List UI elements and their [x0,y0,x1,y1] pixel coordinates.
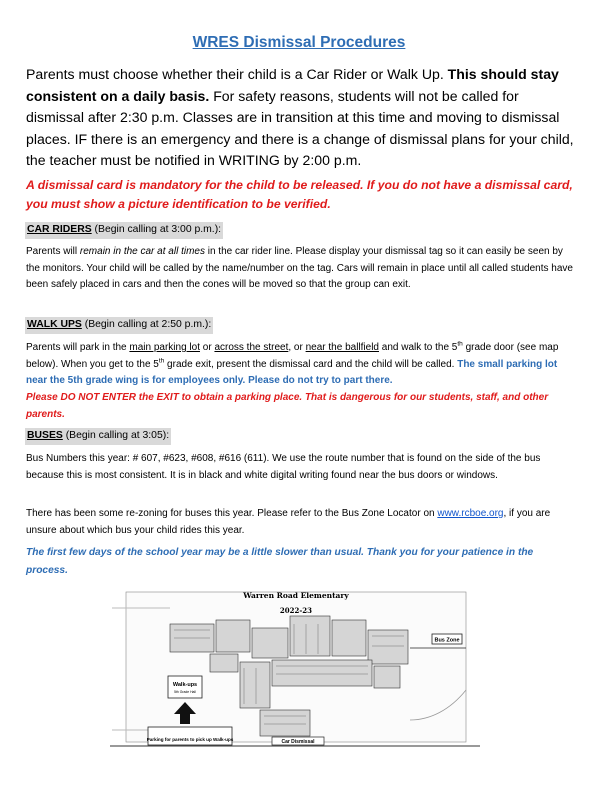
closing-note: The first few days of the school year may be a little slower than usual. Thank you for your patience in the process. [26,547,534,576]
walk-ups-text: grade exit, present the dismissal card and the child will be called. [164,358,458,370]
walk-ups-paragraph [26,340,574,424]
parking-label: Parking for parents to pick up Walk-ups [146,737,234,742]
walk-ups-heading-label: WALK UPS [27,319,82,330]
walk-ups-heading-note: (Begin calling at 2:50 p.m.): [81,319,212,330]
car-riders-italic-text: remain in the car at all times [79,246,205,257]
car-riders-heading [25,222,223,239]
campus-map [110,590,482,750]
car-riders-paragraph [26,244,574,294]
buses-heading-note: (Begin calling at 3:05): [62,430,170,441]
superscript-th: th [158,357,165,365]
walk-ups-text: or [199,342,215,353]
map-title: Warren Road Elementary [243,591,349,600]
buses-heading [25,428,171,445]
intro-paragraph [26,64,576,172]
car-riders-text-b: in the car rider line. Please display your dismissal tag so it can easily be seen by the monitors. Your child will be called by the name/number on the tag. Cars will remain in place until all called students have been safely placed in cars and then the cones will be moved so that the group can exit. [26,246,573,291]
walk-ups-heading [25,317,213,334]
walk-ups-label: Walk-ups [172,682,198,688]
walk-ups-text: grade door (see map below). When you get to the 5 [26,342,559,370]
walk-ups-text: and walk to the 5 [378,342,458,353]
walk-ups-sublabel: 5th Grade Hall [174,690,196,694]
car-riders-heading-note: (Begin calling at 3:00 p.m.): [91,224,222,235]
car-riders-text-a: Parents will [26,246,80,257]
bus-zone-paragraph [26,506,574,539]
bus-zone-text-b: , if you are unsure about which bus your child rides this year. [26,508,551,536]
near-the-ballfield-text: near the ballfield [305,342,379,353]
rcboe-link[interactable]: www.rcboe.org [437,508,504,519]
bus-zone-label: Bus Zone [434,637,460,644]
superscript-th: th [457,340,463,348]
dismissal-card-warning: A dismissal card is mandatory for the child to be released. If you do not have a dismissal card, you must show a picture identification to be verified. [26,178,573,211]
buses-heading-label: BUSES [27,430,63,441]
walk-ups-text: Parents will park in the [26,342,130,353]
map-year: 2022-23 [279,606,313,615]
car-riders-heading-label: CAR RIDERS [27,224,92,235]
car-dismissal-label: Car Dismissal [281,739,315,745]
bus-numbers-paragraph: Bus Numbers this year: # 607, #623, #608, #616 (611). We use the route number that is found on the side of the bus because this is most consistent. It is in black and white digital writing found near the bus doors or windows. [26,453,541,481]
intro-text-1: Parents must choose whether their child is a Car Rider or Walk Up. [26,66,448,82]
page-title: WRES Dismissal Procedures [192,34,406,51]
walk-ups-text: , or [288,342,306,353]
employee-parking-notice: The small parking lot near the 5th grade wing is for employees only. Please do not try to part there. [26,358,558,387]
intro-text-2: For safety reasons, students will not be called for dismissal after 2:30 p.m. Classes are in transition at this time and moving to dismissal places. IF there is an emergency and there is a change of dismissal plans for your child, the teacher must be notified in WRITING by 2:00 p.m. [26,87,574,168]
across-the-street-text: across the street [214,342,289,353]
intro-bold-text: This should stay consistent on a daily basis. [26,66,559,104]
main-parking-lot-text: main parking lot [129,342,200,353]
bus-zone-text-a: There has been some re-zoning for buses this year. Please refer to the Bus Zone Locator on [26,508,438,519]
do-not-enter-exit-warning: Please DO NOT ENTER the EXIT to obtain a parking place. That is dangerous for our students, staff, and other parents. [26,392,549,420]
